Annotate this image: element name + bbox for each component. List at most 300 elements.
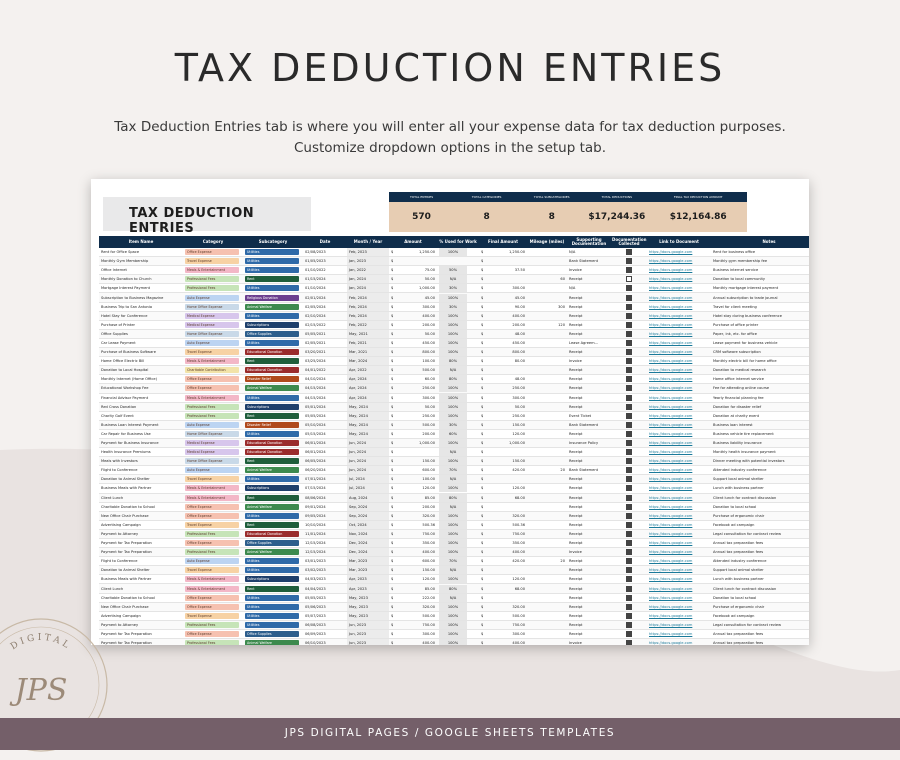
doc-collected-checkbox[interactable] [626, 413, 632, 419]
cell-final-amount[interactable] [479, 457, 527, 466]
subcategory-pill[interactable]: Utilities [245, 567, 299, 573]
doc-collected-checkbox[interactable] [626, 249, 632, 255]
cell-doc-collected[interactable] [611, 611, 647, 620]
cell-percent-work[interactable] [437, 493, 479, 502]
subcategory-pill[interactable]: Disaster Relief [245, 422, 299, 428]
table-row[interactable] [99, 384, 809, 393]
document-link[interactable]: https://docs.google.com [649, 586, 693, 591]
cell-doc-collected[interactable] [611, 429, 647, 438]
document-link[interactable]: https://docs.google.com [649, 331, 693, 336]
cell-notes[interactable] [711, 393, 809, 402]
cell-month-year[interactable] [347, 311, 389, 320]
category-pill[interactable]: Professional Fees [185, 285, 239, 291]
cell-percent-work[interactable] [437, 620, 479, 629]
cell-notes[interactable] [711, 338, 809, 347]
cell-supporting-doc[interactable] [567, 557, 611, 566]
document-link[interactable]: https://docs.google.com [649, 559, 693, 564]
cell-notes[interactable] [711, 375, 809, 384]
subcategory-pill[interactable]: Utilities [245, 258, 299, 264]
cell-category[interactable] [183, 548, 243, 557]
cell-subcategory[interactable] [243, 529, 303, 538]
cell-date[interactable] [303, 393, 347, 402]
cell-month-year[interactable] [347, 257, 389, 266]
doc-collected-checkbox[interactable] [626, 531, 632, 537]
cell-supporting-doc[interactable] [567, 438, 611, 447]
category-pill[interactable]: Office Expense [185, 504, 239, 510]
cell-item-name[interactable] [99, 411, 183, 420]
cell-final-amount[interactable] [479, 402, 527, 411]
cell-notes[interactable] [711, 475, 809, 484]
cell-subcategory[interactable] [243, 584, 303, 593]
cell-link[interactable] [647, 575, 711, 584]
cell-percent-work[interactable] [437, 357, 479, 366]
table-row[interactable] [99, 584, 809, 593]
cell-doc-collected[interactable] [611, 293, 647, 302]
document-link[interactable]: https://docs.google.com [649, 359, 693, 364]
cell-category[interactable] [183, 448, 243, 457]
cell-subcategory[interactable] [243, 366, 303, 375]
cell-subcategory[interactable] [243, 602, 303, 611]
subcategory-pill[interactable]: Educational Donation [245, 440, 299, 446]
cell-category[interactable] [183, 539, 243, 548]
doc-collected-checkbox[interactable] [626, 522, 632, 528]
cell-mileage[interactable] [527, 629, 567, 638]
table-row[interactable] [99, 466, 809, 475]
category-pill[interactable]: Travel Expense [185, 258, 239, 264]
document-link[interactable]: https://docs.google.com [649, 340, 693, 345]
subcategory-pill[interactable]: Office Supplies [245, 540, 299, 546]
cell-link[interactable] [647, 311, 711, 320]
cell-doc-collected[interactable] [611, 420, 647, 429]
cell-amount[interactable] [389, 493, 437, 502]
subcategory-pill[interactable]: Utilities [245, 622, 299, 628]
cell-doc-collected[interactable] [611, 511, 647, 520]
cell-doc-collected[interactable] [611, 629, 647, 638]
doc-collected-checkbox[interactable] [626, 567, 632, 573]
doc-collected-checkbox[interactable] [626, 458, 632, 464]
cell-month-year[interactable] [347, 320, 389, 329]
cell-month-year[interactable] [347, 520, 389, 529]
cell-supporting-doc[interactable] [567, 466, 611, 475]
cell-final-amount[interactable] [479, 602, 527, 611]
category-pill[interactable]: Professional Fees [185, 531, 239, 537]
cell-subcategory[interactable] [243, 375, 303, 384]
cell-link[interactable] [647, 584, 711, 593]
cell-doc-collected[interactable] [611, 411, 647, 420]
cell-category[interactable] [183, 384, 243, 393]
cell-subcategory[interactable] [243, 511, 303, 520]
cell-percent-work[interactable] [437, 366, 479, 375]
cell-supporting-doc[interactable] [567, 293, 611, 302]
cell-supporting-doc[interactable] [567, 429, 611, 438]
cell-percent-work[interactable] [437, 557, 479, 566]
cell-percent-work[interactable] [437, 375, 479, 384]
subcategory-pill[interactable]: Animal Welfare [245, 304, 299, 310]
category-pill[interactable]: Office Expense [185, 249, 239, 255]
cell-link[interactable] [647, 248, 711, 257]
cell-final-amount[interactable] [479, 511, 527, 520]
cell-category[interactable] [183, 529, 243, 538]
cell-category[interactable] [183, 620, 243, 629]
doc-collected-checkbox[interactable] [626, 404, 632, 410]
cell-amount[interactable] [389, 357, 437, 366]
cell-doc-collected[interactable] [611, 357, 647, 366]
cell-supporting-doc[interactable] [567, 629, 611, 638]
cell-link[interactable] [647, 338, 711, 347]
doc-collected-checkbox[interactable] [626, 504, 632, 510]
cell-supporting-doc[interactable] [567, 320, 611, 329]
cell-subcategory[interactable] [243, 329, 303, 338]
cell-date[interactable] [303, 266, 347, 275]
table-row[interactable] [99, 357, 809, 366]
table-row[interactable] [99, 257, 809, 266]
cell-month-year[interactable] [347, 411, 389, 420]
cell-subcategory[interactable] [243, 493, 303, 502]
document-link[interactable]: https://docs.google.com [649, 268, 693, 273]
table-row[interactable] [99, 420, 809, 429]
cell-amount[interactable] [389, 375, 437, 384]
doc-collected-checkbox[interactable] [626, 349, 632, 355]
col-month-year[interactable]: Month / Year [347, 236, 389, 248]
subcategory-pill[interactable]: Utilities [245, 595, 299, 601]
cell-doc-collected[interactable] [611, 557, 647, 566]
cell-item-name[interactable] [99, 338, 183, 347]
cell-notes[interactable] [711, 384, 809, 393]
cell-item-name[interactable] [99, 475, 183, 484]
cell-mileage[interactable] [527, 502, 567, 511]
category-pill[interactable]: Office Expense [185, 376, 239, 382]
table-row[interactable] [99, 457, 809, 466]
doc-collected-checkbox[interactable] [626, 276, 632, 282]
doc-collected-checkbox[interactable] [626, 540, 632, 546]
cell-month-year[interactable] [347, 611, 389, 620]
cell-category[interactable] [183, 475, 243, 484]
table-row[interactable] [99, 511, 809, 520]
cell-item-name[interactable] [99, 502, 183, 511]
cell-link[interactable] [647, 329, 711, 338]
cell-month-year[interactable] [347, 448, 389, 457]
cell-notes[interactable] [711, 348, 809, 357]
doc-collected-checkbox[interactable] [626, 558, 632, 564]
cell-doc-collected[interactable] [611, 593, 647, 602]
cell-item-name[interactable] [99, 320, 183, 329]
cell-amount[interactable] [389, 629, 437, 638]
cell-date[interactable] [303, 629, 347, 638]
cell-doc-collected[interactable] [611, 320, 647, 329]
cell-item-name[interactable] [99, 575, 183, 584]
cell-month-year[interactable] [347, 329, 389, 338]
cell-final-amount[interactable] [479, 493, 527, 502]
cell-category[interactable] [183, 275, 243, 284]
cell-date[interactable] [303, 366, 347, 375]
cell-category[interactable] [183, 402, 243, 411]
category-pill[interactable]: Office Expense [185, 385, 239, 391]
cell-link[interactable] [647, 511, 711, 520]
cell-category[interactable] [183, 493, 243, 502]
cell-amount[interactable] [389, 529, 437, 538]
cell-notes[interactable] [711, 548, 809, 557]
cell-subcategory[interactable] [243, 593, 303, 602]
document-link[interactable]: https://docs.google.com [649, 377, 693, 382]
document-link[interactable]: https://docs.google.com [649, 595, 693, 600]
cell-link[interactable] [647, 448, 711, 457]
cell-percent-work[interactable] [437, 548, 479, 557]
cell-item-name[interactable] [99, 429, 183, 438]
cell-date[interactable] [303, 575, 347, 584]
cell-doc-collected[interactable] [611, 520, 647, 529]
cell-mileage[interactable] [527, 429, 567, 438]
cell-doc-collected[interactable] [611, 484, 647, 493]
doc-collected-checkbox[interactable] [626, 313, 632, 319]
cell-subcategory[interactable] [243, 338, 303, 347]
cell-item-name[interactable] [99, 329, 183, 338]
cell-supporting-doc[interactable] [567, 611, 611, 620]
document-link[interactable]: https://docs.google.com [649, 322, 693, 327]
table-row[interactable] [99, 375, 809, 384]
cell-subcategory[interactable] [243, 384, 303, 393]
cell-amount[interactable] [389, 475, 437, 484]
cell-supporting-doc[interactable] [567, 338, 611, 347]
table-row[interactable] [99, 366, 809, 375]
category-pill[interactable]: Medical Expense [185, 440, 239, 446]
table-row[interactable] [99, 402, 809, 411]
subcategory-pill[interactable]: Utilities [245, 513, 299, 519]
table-row[interactable] [99, 248, 809, 257]
cell-supporting-doc[interactable] [567, 639, 611, 645]
col-final-amount[interactable]: Final Amount [479, 236, 527, 248]
category-pill[interactable]: Professional Fees [185, 640, 239, 645]
category-pill[interactable]: Professional Fees [185, 622, 239, 628]
cell-notes[interactable] [711, 529, 809, 538]
cell-item-name[interactable] [99, 257, 183, 266]
cell-link[interactable] [647, 566, 711, 575]
cell-final-amount[interactable] [479, 629, 527, 638]
cell-percent-work[interactable] [437, 457, 479, 466]
cell-mileage[interactable] [527, 420, 567, 429]
cell-doc-collected[interactable] [611, 257, 647, 266]
cell-month-year[interactable] [347, 493, 389, 502]
cell-final-amount[interactable] [479, 475, 527, 484]
cell-month-year[interactable] [347, 420, 389, 429]
cell-subcategory[interactable] [243, 248, 303, 257]
table-row[interactable] [99, 438, 809, 447]
document-link[interactable]: https://docs.google.com [649, 277, 693, 282]
subcategory-pill[interactable]: Utilities [245, 395, 299, 401]
col-supporting-doc[interactable]: Supporting Documentation [567, 236, 611, 248]
table-row[interactable] [99, 520, 809, 529]
document-link[interactable]: https://docs.google.com [649, 441, 693, 446]
document-link[interactable]: https://docs.google.com [649, 395, 693, 400]
cell-notes[interactable] [711, 520, 809, 529]
category-pill[interactable]: Travel Expense [185, 522, 239, 528]
cell-mileage[interactable] [527, 338, 567, 347]
cell-link[interactable] [647, 384, 711, 393]
cell-link[interactable] [647, 557, 711, 566]
document-link[interactable]: https://docs.google.com [649, 259, 693, 264]
table-row[interactable] [99, 320, 809, 329]
cell-month-year[interactable] [347, 575, 389, 584]
cell-amount[interactable] [389, 611, 437, 620]
subcategory-pill[interactable]: Office Supplies [245, 331, 299, 337]
doc-collected-checkbox[interactable] [626, 631, 632, 637]
cell-category[interactable] [183, 357, 243, 366]
cell-item-name[interactable] [99, 266, 183, 275]
cell-date[interactable] [303, 293, 347, 302]
cell-subcategory[interactable] [243, 257, 303, 266]
cell-subcategory[interactable] [243, 639, 303, 645]
cell-supporting-doc[interactable] [567, 311, 611, 320]
cell-mileage[interactable] [527, 329, 567, 338]
cell-notes[interactable] [711, 366, 809, 375]
cell-notes[interactable] [711, 293, 809, 302]
cell-item-name[interactable] [99, 493, 183, 502]
cell-month-year[interactable] [347, 466, 389, 475]
cell-mileage[interactable] [527, 520, 567, 529]
cell-doc-collected[interactable] [611, 493, 647, 502]
category-pill[interactable]: Travel Expense [185, 476, 239, 482]
document-link[interactable]: https://docs.google.com [649, 350, 693, 355]
cell-month-year[interactable] [347, 548, 389, 557]
cell-notes[interactable] [711, 284, 809, 293]
cell-amount[interactable] [389, 457, 437, 466]
document-link[interactable]: https://docs.google.com [649, 422, 693, 427]
cell-date[interactable] [303, 329, 347, 338]
cell-month-year[interactable] [347, 475, 389, 484]
category-pill[interactable]: Auto Expense [185, 340, 239, 346]
category-pill[interactable]: Office Expense [185, 604, 239, 610]
cell-doc-collected[interactable] [611, 284, 647, 293]
cell-month-year[interactable] [347, 620, 389, 629]
cell-mileage[interactable] [527, 484, 567, 493]
cell-final-amount[interactable] [479, 284, 527, 293]
cell-category[interactable] [183, 293, 243, 302]
cell-category[interactable] [183, 520, 243, 529]
cell-percent-work[interactable] [437, 602, 479, 611]
cell-link[interactable] [647, 393, 711, 402]
cell-item-name[interactable] [99, 357, 183, 366]
cell-notes[interactable] [711, 438, 809, 447]
cell-amount[interactable] [389, 411, 437, 420]
cell-supporting-doc[interactable] [567, 329, 611, 338]
cell-mileage[interactable] [527, 293, 567, 302]
cell-doc-collected[interactable] [611, 584, 647, 593]
cell-mileage[interactable] [527, 493, 567, 502]
cell-link[interactable] [647, 484, 711, 493]
document-link[interactable]: https://docs.google.com [649, 313, 693, 318]
cell-notes[interactable] [711, 511, 809, 520]
cell-link[interactable] [647, 548, 711, 557]
cell-final-amount[interactable] [479, 338, 527, 347]
cell-subcategory[interactable] [243, 475, 303, 484]
cell-supporting-doc[interactable] [567, 266, 611, 275]
cell-link[interactable] [647, 366, 711, 375]
document-link[interactable]: https://docs.google.com [649, 295, 693, 300]
cell-percent-work[interactable] [437, 502, 479, 511]
document-link[interactable]: https://docs.google.com [649, 541, 693, 546]
table-row[interactable] [99, 411, 809, 420]
doc-collected-checkbox[interactable] [626, 322, 632, 328]
document-link[interactable]: https://docs.google.com [649, 631, 693, 636]
subcategory-pill[interactable]: Utilities [245, 285, 299, 291]
cell-category[interactable] [183, 602, 243, 611]
cell-supporting-doc[interactable] [567, 384, 611, 393]
cell-date[interactable] [303, 548, 347, 557]
cell-final-amount[interactable] [479, 584, 527, 593]
category-pill[interactable]: Professional Fees [185, 276, 239, 282]
category-pill[interactable]: Office Expense [185, 513, 239, 519]
table-row[interactable] [99, 548, 809, 557]
cell-mileage[interactable] [527, 539, 567, 548]
cell-date[interactable] [303, 457, 347, 466]
cell-category[interactable] [183, 366, 243, 375]
category-pill[interactable]: Meals & Entertainment [185, 267, 239, 273]
document-link[interactable]: https://docs.google.com [649, 431, 693, 436]
cell-percent-work[interactable] [437, 639, 479, 645]
cell-category[interactable] [183, 511, 243, 520]
cell-month-year[interactable] [347, 511, 389, 520]
cell-notes[interactable] [711, 275, 809, 284]
cell-amount[interactable] [389, 484, 437, 493]
cell-mileage[interactable] [527, 320, 567, 329]
cell-amount[interactable] [389, 466, 437, 475]
cell-notes[interactable] [711, 611, 809, 620]
cell-final-amount[interactable] [479, 420, 527, 429]
cell-mileage[interactable] [527, 257, 567, 266]
cell-supporting-doc[interactable] [567, 602, 611, 611]
cell-final-amount[interactable] [479, 548, 527, 557]
category-pill[interactable]: Home Office Expense [185, 331, 239, 337]
document-link[interactable]: https://docs.google.com [649, 568, 693, 573]
cell-mileage[interactable] [527, 620, 567, 629]
subcategory-pill[interactable]: Rent [245, 413, 299, 419]
cell-doc-collected[interactable] [611, 375, 647, 384]
cell-category[interactable] [183, 566, 243, 575]
cell-item-name[interactable] [99, 566, 183, 575]
cell-amount[interactable] [389, 266, 437, 275]
cell-date[interactable] [303, 602, 347, 611]
cell-percent-work[interactable] [437, 393, 479, 402]
cell-amount[interactable] [389, 584, 437, 593]
cell-final-amount[interactable] [479, 520, 527, 529]
cell-item-name[interactable] [99, 420, 183, 429]
cell-amount[interactable] [389, 620, 437, 629]
cell-doc-collected[interactable] [611, 575, 647, 584]
category-pill[interactable]: Home Office Expense [185, 431, 239, 437]
cell-date[interactable] [303, 411, 347, 420]
cell-doc-collected[interactable] [611, 620, 647, 629]
category-pill[interactable]: Auto Expense [185, 558, 239, 564]
category-pill[interactable]: Medical Expense [185, 322, 239, 328]
table-row[interactable] [99, 338, 809, 347]
cell-final-amount[interactable] [479, 366, 527, 375]
cell-month-year[interactable] [347, 375, 389, 384]
cell-mileage[interactable] [527, 639, 567, 645]
col-item-name[interactable]: Item Name [99, 236, 183, 248]
subcategory-pill[interactable]: Animal Welfare [245, 467, 299, 473]
cell-supporting-doc[interactable] [567, 302, 611, 311]
cell-subcategory[interactable] [243, 629, 303, 638]
cell-date[interactable] [303, 438, 347, 447]
document-link[interactable]: https://docs.google.com [649, 604, 693, 609]
subcategory-pill[interactable]: Utilities [245, 476, 299, 482]
doc-collected-checkbox[interactable] [626, 640, 632, 645]
cell-amount[interactable] [389, 257, 437, 266]
cell-link[interactable] [647, 411, 711, 420]
doc-collected-checkbox[interactable] [626, 331, 632, 337]
cell-notes[interactable] [711, 575, 809, 584]
subcategory-pill[interactable]: Rent [245, 522, 299, 528]
subcategory-pill[interactable]: Educational Donation [245, 349, 299, 355]
